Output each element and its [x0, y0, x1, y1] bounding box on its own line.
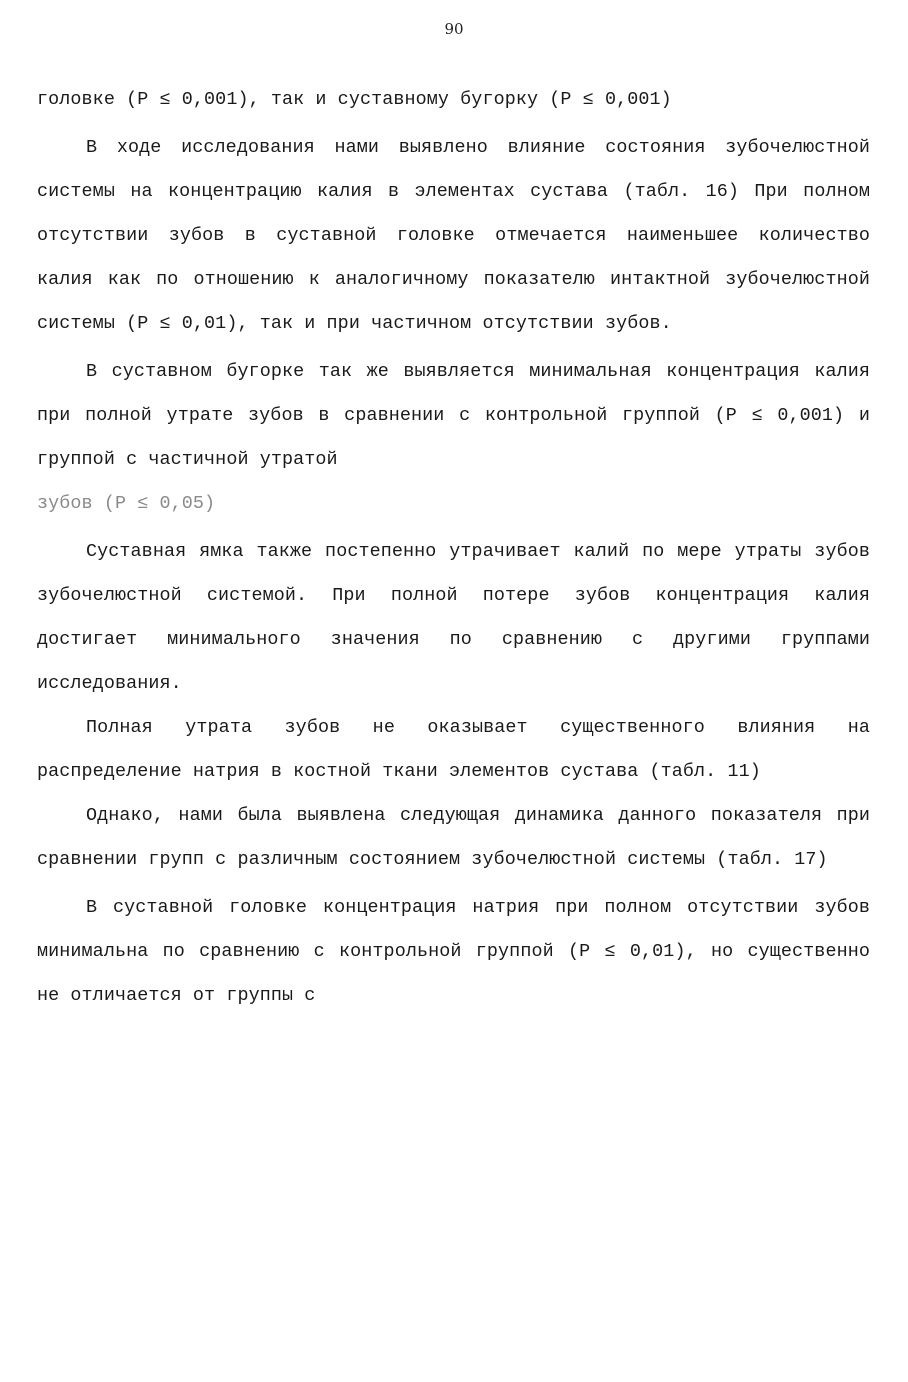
paragraph-sodium-dynamics: Однако, нами была выявлена следующая динамика данного показателя при сравнении групп с различным состоянием зубочелюстной системы (табл. 17) — [37, 805, 870, 870]
body-text — [37, 78, 870, 1018]
paragraph-continuation: головке (Р ≤ 0,001), так и суставному бугорку (Р ≤ 0,001) — [37, 89, 672, 110]
paragraph-articular-head-sodium: В суставной головке концентрация натрия при полном отсутствии зубов минимальна по сравнению с контрольной группой (Р ≤ 0,01), но существенно не отличается от группы с — [37, 897, 870, 1006]
paragraph-sodium-distribution: Полная утрата зубов не оказывает существенного влияния на распределение натрия в костной ткани элементов сустава (табл. 11) — [37, 717, 870, 782]
paragraph-articular-fossa: Суставная ямка также постепенно утрачивает калий по мере утраты зубов зубочелюстной системой. При полной потере зубов концентрация калия достигает минимального значения по сравнению с другими группами исследования. — [37, 541, 870, 694]
paragraph-articular-tubercle-end: зубов (Р ≤ 0,05) — [37, 493, 216, 514]
page-number: 90 — [444, 20, 464, 38]
paragraph-articular-tubercle: В суставном бугорке так же выявляется минимальная концентрация калия при полной утрате зубов в сравнении с контрольной группой (Р ≤ 0,001) и группой с частичной утратой — [37, 361, 870, 470]
paragraph-potassium-influence: В ходе исследования нами выявлено влияние состояния зубочелюстной системы на концентрацию калия в элементах сустава (табл. 16) При полном отсутствии зубов в суставной головке отмечается наименьшее количество калия как по отношению к аналогичному показателю интактной зубочелюстной системы (Р ≤ 0,01), так и при частичном отсутствии зубов. — [37, 137, 870, 334]
